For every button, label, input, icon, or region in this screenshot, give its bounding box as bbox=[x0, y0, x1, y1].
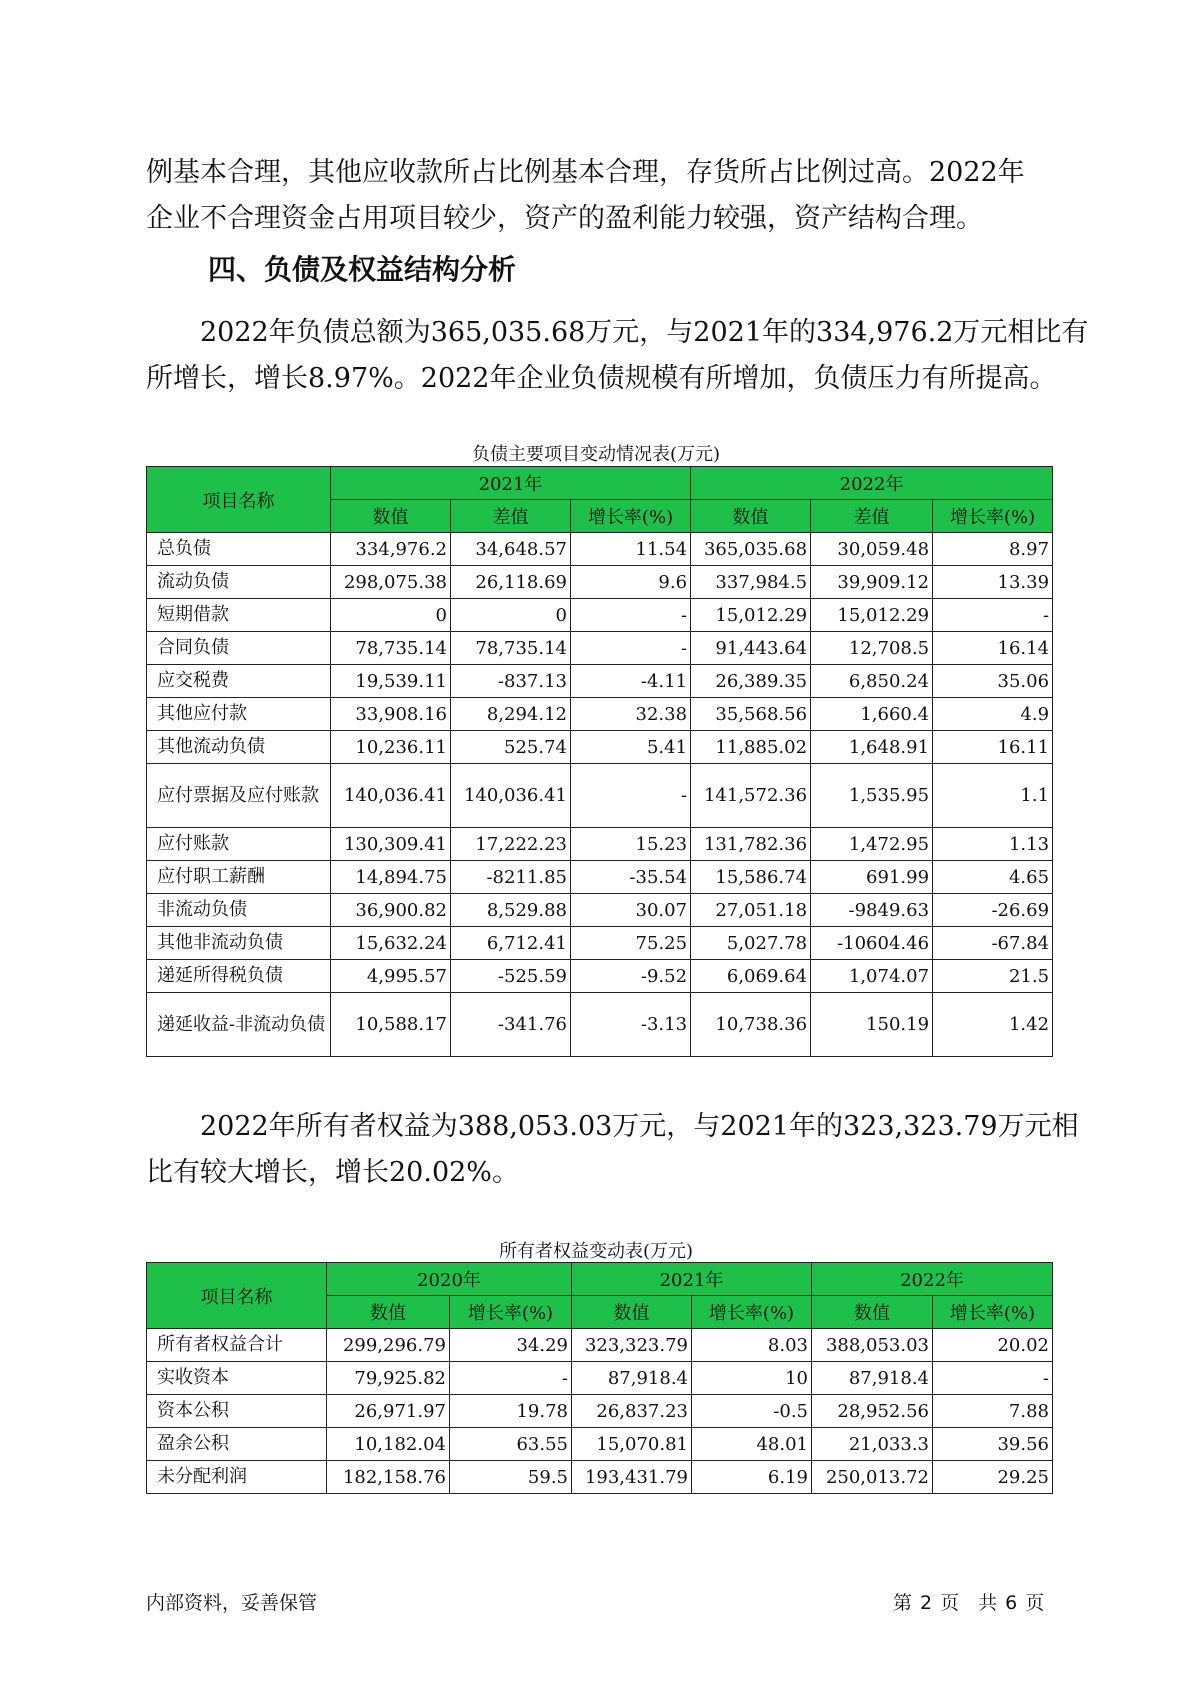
column-header: 增长率(%) bbox=[692, 1296, 812, 1329]
table-cell: 193,431.79 bbox=[572, 1461, 692, 1494]
table-cell: 4.65 bbox=[933, 861, 1053, 894]
table-row bbox=[147, 599, 1053, 632]
table-cell: 36,900.82 bbox=[331, 894, 451, 927]
table-cell: 5.41 bbox=[571, 731, 691, 764]
equity-table bbox=[146, 1262, 1053, 1494]
row-label: 应交税费 bbox=[147, 665, 331, 698]
table-cell: 365,035.68 bbox=[691, 533, 811, 566]
table-cell: 691.99 bbox=[811, 861, 933, 894]
table-cell: 6.19 bbox=[692, 1461, 812, 1494]
table-cell: -9849.63 bbox=[811, 894, 933, 927]
section-heading: 四、负债及权益结构分析 bbox=[208, 253, 517, 286]
row-label: 短期借款 bbox=[147, 599, 331, 632]
table-cell: 26,118.69 bbox=[451, 566, 571, 599]
row-label: 其他应付款 bbox=[147, 698, 331, 731]
table-cell: - bbox=[933, 599, 1053, 632]
table-cell: 87,918.4 bbox=[572, 1362, 692, 1395]
table-row bbox=[147, 1461, 1053, 1494]
table-cell: 1,472.95 bbox=[811, 828, 933, 861]
table-cell: - bbox=[933, 1362, 1053, 1395]
table-cell: 10,738.36 bbox=[691, 993, 811, 1057]
column-header: 数值 bbox=[327, 1296, 450, 1329]
table-row bbox=[147, 828, 1053, 861]
table-cell: 78,735.14 bbox=[331, 632, 451, 665]
table-cell: 250,013.72 bbox=[812, 1461, 933, 1494]
row-label: 其他非流动负债 bbox=[147, 927, 331, 960]
table-cell: 1.13 bbox=[933, 828, 1053, 861]
text-line: 所增长，增长8.97%。2022年企业负债规模有所增加，负债压力有所提高。 bbox=[146, 363, 1057, 394]
table-cell: -10604.46 bbox=[811, 927, 933, 960]
table-cell: 39,909.12 bbox=[811, 566, 933, 599]
table-cell: 16.14 bbox=[933, 632, 1053, 665]
text-line: 2022年负债总额为365,035.68万元，与2021年的334,976.2万元相比有 bbox=[200, 317, 1089, 348]
text-line: 例基本合理，其他应收款所占比例基本合理，存货所占比例过高。2022年 bbox=[146, 157, 1025, 188]
table-cell: 1,074.07 bbox=[811, 960, 933, 993]
table-cell: 11,885.02 bbox=[691, 731, 811, 764]
table-cell: 0 bbox=[451, 599, 571, 632]
table-cell: 10,588.17 bbox=[331, 993, 451, 1057]
table-cell: 20.02 bbox=[933, 1329, 1053, 1362]
row-label: 应付账款 bbox=[147, 828, 331, 861]
row-label: 递延所得税负债 bbox=[147, 960, 331, 993]
table-cell: 29.25 bbox=[933, 1461, 1053, 1494]
table-cell: 91,443.64 bbox=[691, 632, 811, 665]
table-row bbox=[147, 698, 1053, 731]
table-cell: -4.11 bbox=[571, 665, 691, 698]
table-cell: 27,051.18 bbox=[691, 894, 811, 927]
equity-paragraph bbox=[146, 1104, 1079, 1196]
row-label: 未分配利润 bbox=[147, 1461, 327, 1494]
column-header: 差值 bbox=[451, 500, 571, 533]
table-cell: 6,850.24 bbox=[811, 665, 933, 698]
table-cell: -67.84 bbox=[933, 927, 1053, 960]
table-cell: 1.42 bbox=[933, 993, 1053, 1057]
page-mid: 页 共 bbox=[940, 1592, 998, 1614]
table-body bbox=[147, 1329, 1053, 1494]
table-cell: 182,158.76 bbox=[327, 1461, 450, 1494]
row-label: 应付票据及应付账款 bbox=[147, 764, 331, 828]
total-pages: 6 bbox=[1005, 1592, 1018, 1614]
table-cell: 12,708.5 bbox=[811, 632, 933, 665]
table-row bbox=[147, 533, 1053, 566]
table-cell: 87,918.4 bbox=[812, 1362, 933, 1395]
table-row bbox=[147, 993, 1053, 1057]
table-cell: - bbox=[571, 632, 691, 665]
table-cell: 13.39 bbox=[933, 566, 1053, 599]
table-cell: 26,971.97 bbox=[327, 1395, 450, 1428]
table-cell: 19.78 bbox=[450, 1395, 572, 1428]
table-cell: 10,236.11 bbox=[331, 731, 451, 764]
row-label: 流动负债 bbox=[147, 566, 331, 599]
text-line: 比有较大增长，增长20.02%。 bbox=[146, 1157, 519, 1188]
table-cell: 33,908.16 bbox=[331, 698, 451, 731]
table-cell: 21,033.3 bbox=[812, 1428, 933, 1461]
table-cell: 299,296.79 bbox=[327, 1329, 450, 1362]
table-row bbox=[147, 1329, 1053, 1362]
table-cell: -8211.85 bbox=[451, 861, 571, 894]
year-header: 2021年 bbox=[572, 1263, 812, 1296]
table-cell: 15,070.81 bbox=[572, 1428, 692, 1461]
table-row bbox=[147, 861, 1053, 894]
table-cell: 63.55 bbox=[450, 1428, 572, 1461]
year-header: 2022年 bbox=[812, 1263, 1053, 1296]
table-cell: 5,027.78 bbox=[691, 927, 811, 960]
table-cell: 15,586.74 bbox=[691, 861, 811, 894]
row-label: 合同负债 bbox=[147, 632, 331, 665]
table-cell: 323,323.79 bbox=[572, 1329, 692, 1362]
table-cell: 34.29 bbox=[450, 1329, 572, 1362]
row-label: 实收资本 bbox=[147, 1362, 327, 1395]
table-cell: 15,012.29 bbox=[811, 599, 933, 632]
column-header: 数值 bbox=[331, 500, 451, 533]
row-label: 资本公积 bbox=[147, 1395, 327, 1428]
table-row bbox=[147, 1428, 1053, 1461]
footer-note: 内部资料，妥善保管 bbox=[146, 1592, 318, 1614]
intro-paragraph bbox=[146, 150, 1046, 242]
table-cell: 8,294.12 bbox=[451, 698, 571, 731]
table-cell: 6,712.41 bbox=[451, 927, 571, 960]
table-cell: -3.13 bbox=[571, 993, 691, 1057]
table-cell: -26.69 bbox=[933, 894, 1053, 927]
table-cell: -525.59 bbox=[451, 960, 571, 993]
page-number bbox=[893, 1588, 1044, 1615]
table-row bbox=[147, 960, 1053, 993]
table-cell: 75.25 bbox=[571, 927, 691, 960]
table-cell: 35,568.56 bbox=[691, 698, 811, 731]
table-cell: 1,660.4 bbox=[811, 698, 933, 731]
table-cell: 35.06 bbox=[933, 665, 1053, 698]
row-label: 应付职工薪酬 bbox=[147, 861, 331, 894]
current-page: 2 bbox=[920, 1592, 933, 1614]
row-label: 递延收益-非流动负债 bbox=[147, 993, 331, 1057]
row-label: 非流动负债 bbox=[147, 894, 331, 927]
column-header: 数值 bbox=[691, 500, 811, 533]
table-cell: 4,995.57 bbox=[331, 960, 451, 993]
table-body bbox=[147, 533, 1053, 1057]
table-cell: 79,925.82 bbox=[327, 1362, 450, 1395]
table-cell: 8.97 bbox=[933, 533, 1053, 566]
table-cell: -341.76 bbox=[451, 993, 571, 1057]
table-cell: 337,984.5 bbox=[691, 566, 811, 599]
year-header: 2020年 bbox=[327, 1263, 572, 1296]
table-cell: 10 bbox=[692, 1362, 812, 1395]
table-cell: -9.52 bbox=[571, 960, 691, 993]
table-cell: 30,059.48 bbox=[811, 533, 933, 566]
table-cell: 48.01 bbox=[692, 1428, 812, 1461]
table-cell: 140,036.41 bbox=[451, 764, 571, 828]
table-cell: 15.23 bbox=[571, 828, 691, 861]
row-label: 总负债 bbox=[147, 533, 331, 566]
table-cell: 150.19 bbox=[811, 993, 933, 1057]
table-cell: 59.5 bbox=[450, 1461, 572, 1494]
row-label: 盈余公积 bbox=[147, 1428, 327, 1461]
table-cell: 8,529.88 bbox=[451, 894, 571, 927]
row-label: 其他流动负债 bbox=[147, 731, 331, 764]
table-cell: 32.38 bbox=[571, 698, 691, 731]
column-header: 差值 bbox=[811, 500, 933, 533]
table-cell: - bbox=[450, 1362, 572, 1395]
table-cell: 15,012.29 bbox=[691, 599, 811, 632]
table-cell: -837.13 bbox=[451, 665, 571, 698]
table-row bbox=[147, 1395, 1053, 1428]
column-header: 增长率(%) bbox=[450, 1296, 572, 1329]
column-header: 数值 bbox=[572, 1296, 692, 1329]
text-line: 2022年所有者权益为388,053.03万元，与2021年的323,323.79万元相 bbox=[200, 1111, 1079, 1142]
table-cell: 15,632.24 bbox=[331, 927, 451, 960]
page-prefix: 第 bbox=[893, 1592, 913, 1614]
name-column-header: 项目名称 bbox=[147, 1263, 327, 1329]
name-column-header: 项目名称 bbox=[147, 467, 331, 533]
liability-table bbox=[146, 466, 1053, 1057]
table-cell: 141,572.36 bbox=[691, 764, 811, 828]
table-row bbox=[147, 566, 1053, 599]
table-cell: 19,539.11 bbox=[331, 665, 451, 698]
table-cell: 26,837.23 bbox=[572, 1395, 692, 1428]
table-cell: 10,182.04 bbox=[327, 1428, 450, 1461]
column-header: 增长率(%) bbox=[933, 1296, 1053, 1329]
table-cell: 39.56 bbox=[933, 1428, 1053, 1461]
table-cell: 7.88 bbox=[933, 1395, 1053, 1428]
table-cell: 26,389.35 bbox=[691, 665, 811, 698]
table-cell: 78,735.14 bbox=[451, 632, 571, 665]
column-header: 数值 bbox=[812, 1296, 933, 1329]
table-cell: - bbox=[571, 599, 691, 632]
table-cell: 21.5 bbox=[933, 960, 1053, 993]
table-cell: 1.1 bbox=[933, 764, 1053, 828]
year-header: 2022年 bbox=[691, 467, 1053, 500]
table-cell: 334,976.2 bbox=[331, 533, 451, 566]
page-suffix: 页 bbox=[1025, 1592, 1045, 1614]
table-cell: 8.03 bbox=[692, 1329, 812, 1362]
year-header: 2021年 bbox=[331, 467, 691, 500]
table-row bbox=[147, 665, 1053, 698]
table-cell: 17,222.23 bbox=[451, 828, 571, 861]
table-cell: 140,036.41 bbox=[331, 764, 451, 828]
table-cell: 34,648.57 bbox=[451, 533, 571, 566]
table-cell: 130,309.41 bbox=[331, 828, 451, 861]
table-cell: 1,648.91 bbox=[811, 731, 933, 764]
table-cell: 0 bbox=[331, 599, 451, 632]
table-cell: - bbox=[571, 764, 691, 828]
table1-caption: 负债主要项目变动情况表(万元) bbox=[471, 444, 721, 465]
table-cell: 131,782.36 bbox=[691, 828, 811, 861]
table-cell: 16.11 bbox=[933, 731, 1053, 764]
row-label: 所有者权益合计 bbox=[147, 1329, 327, 1362]
table-cell: -0.5 bbox=[692, 1395, 812, 1428]
table-cell: 4.9 bbox=[933, 698, 1053, 731]
table-row bbox=[147, 927, 1053, 960]
table-cell: 28,952.56 bbox=[812, 1395, 933, 1428]
table-cell: 388,053.03 bbox=[812, 1329, 933, 1362]
table-row bbox=[147, 731, 1053, 764]
text-line: 企业不合理资金占用项目较少，资产的盈利能力较强，资产结构合理。 bbox=[146, 203, 983, 234]
table-cell: 11.54 bbox=[571, 533, 691, 566]
table-cell: 14,894.75 bbox=[331, 861, 451, 894]
liability-paragraph bbox=[146, 310, 1089, 402]
column-header: 增长率(%) bbox=[571, 500, 691, 533]
table-row bbox=[147, 764, 1053, 828]
table-cell: 1,535.95 bbox=[811, 764, 933, 828]
table-cell: 525.74 bbox=[451, 731, 571, 764]
table-row bbox=[147, 1362, 1053, 1395]
table-cell: -35.54 bbox=[571, 861, 691, 894]
table-cell: 298,075.38 bbox=[331, 566, 451, 599]
table-cell: 30.07 bbox=[571, 894, 691, 927]
column-header: 增长率(%) bbox=[933, 500, 1053, 533]
table2-caption: 所有者权益变动表(万元) bbox=[498, 1241, 694, 1262]
table-cell: 6,069.64 bbox=[691, 960, 811, 993]
table-row bbox=[147, 632, 1053, 665]
table-cell: 9.6 bbox=[571, 566, 691, 599]
table-row bbox=[147, 894, 1053, 927]
